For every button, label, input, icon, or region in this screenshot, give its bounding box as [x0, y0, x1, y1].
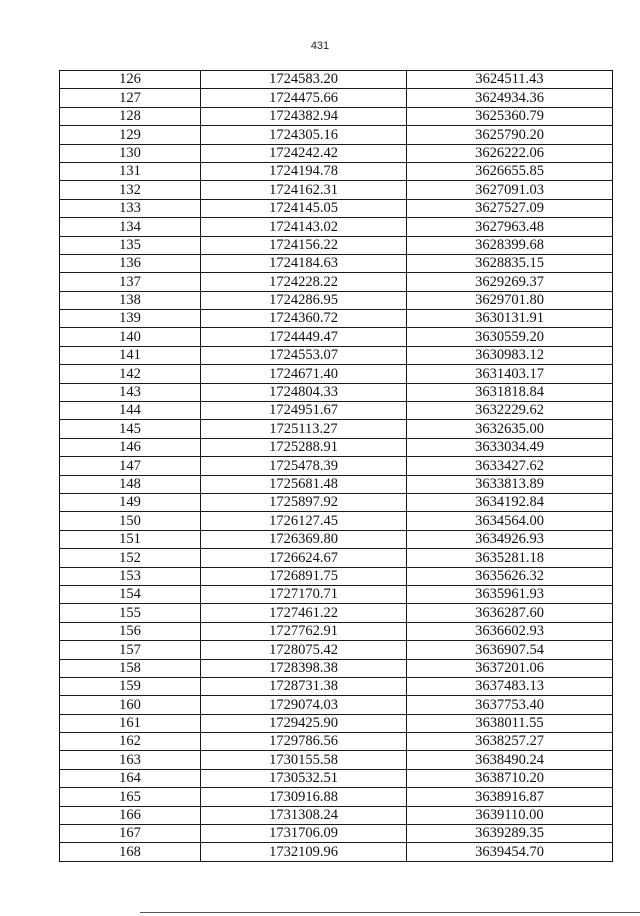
- table-row: [60, 402, 613, 420]
- y-coordinate-cell: 3633813.89: [407, 475, 613, 493]
- y-coordinate-cell: 3627091.03: [407, 181, 613, 199]
- x-coordinate-cell: 1724228.22: [201, 273, 407, 291]
- y-coordinate-cell: 3636602.93: [407, 622, 613, 640]
- y-coordinate-cell: 3637483.13: [407, 677, 613, 695]
- y-coordinate-cell: 3633427.62: [407, 457, 613, 475]
- x-coordinate-cell: 1728075.42: [201, 641, 407, 659]
- table-row: [60, 457, 613, 475]
- x-coordinate-cell: 1731308.24: [201, 806, 407, 824]
- point-number-cell: 161: [60, 714, 201, 732]
- x-coordinate-cell: 1726891.75: [201, 567, 407, 585]
- table-row: [60, 549, 613, 567]
- table-row: [60, 641, 613, 659]
- table-row: [60, 383, 613, 401]
- table-row: [60, 236, 613, 254]
- point-number-cell: 135: [60, 236, 201, 254]
- y-coordinate-cell: 3632229.62: [407, 402, 613, 420]
- y-coordinate-cell: 3633034.49: [407, 438, 613, 456]
- x-coordinate-cell: 1725113.27: [201, 420, 407, 438]
- y-coordinate-cell: 3632635.00: [407, 420, 613, 438]
- x-coordinate-cell: 1727461.22: [201, 604, 407, 622]
- point-number-cell: 143: [60, 383, 201, 401]
- point-number-cell: 166: [60, 806, 201, 824]
- x-coordinate-cell: 1732109.96: [201, 843, 407, 861]
- point-number-cell: 139: [60, 310, 201, 328]
- point-number-cell: 149: [60, 493, 201, 511]
- y-coordinate-cell: 3638916.87: [407, 788, 613, 806]
- table-row: [60, 291, 613, 309]
- coordinates-table-body: [60, 71, 613, 862]
- point-number-cell: 136: [60, 254, 201, 272]
- x-coordinate-cell: 1724449.47: [201, 328, 407, 346]
- x-coordinate-cell: 1726127.45: [201, 512, 407, 530]
- y-coordinate-cell: 3629269.37: [407, 273, 613, 291]
- point-number-cell: 159: [60, 677, 201, 695]
- y-coordinate-cell: 3636287.60: [407, 604, 613, 622]
- table-row: [60, 585, 613, 603]
- x-coordinate-cell: 1724382.94: [201, 107, 407, 125]
- point-number-cell: 163: [60, 751, 201, 769]
- point-number-cell: 144: [60, 402, 201, 420]
- x-coordinate-cell: 1724475.66: [201, 89, 407, 107]
- point-number-cell: 127: [60, 89, 201, 107]
- point-number-cell: 146: [60, 438, 201, 456]
- table-row: [60, 843, 613, 861]
- x-coordinate-cell: 1730155.58: [201, 751, 407, 769]
- table-row: [60, 365, 613, 383]
- x-coordinate-cell: 1724671.40: [201, 365, 407, 383]
- table-row: [60, 696, 613, 714]
- table-row: [60, 438, 613, 456]
- y-coordinate-cell: 3625790.20: [407, 126, 613, 144]
- x-coordinate-cell: 1725681.48: [201, 475, 407, 493]
- table-row: [60, 604, 613, 622]
- x-coordinate-cell: 1724194.78: [201, 162, 407, 180]
- y-coordinate-cell: 3639289.35: [407, 825, 613, 843]
- point-number-cell: 140: [60, 328, 201, 346]
- point-number-cell: 158: [60, 659, 201, 677]
- y-coordinate-cell: 3625360.79: [407, 107, 613, 125]
- y-coordinate-cell: 3638490.24: [407, 751, 613, 769]
- x-coordinate-cell: 1724143.02: [201, 218, 407, 236]
- x-coordinate-cell: 1730532.51: [201, 769, 407, 787]
- point-number-cell: 133: [60, 199, 201, 217]
- x-coordinate-cell: 1724184.63: [201, 254, 407, 272]
- y-coordinate-cell: 3639454.70: [407, 843, 613, 861]
- y-coordinate-cell: 3631403.17: [407, 365, 613, 383]
- y-coordinate-cell: 3628835.15: [407, 254, 613, 272]
- x-coordinate-cell: 1730916.88: [201, 788, 407, 806]
- table-row: [60, 677, 613, 695]
- point-number-cell: 141: [60, 346, 201, 364]
- x-coordinate-cell: 1727762.91: [201, 622, 407, 640]
- y-coordinate-cell: 3628399.68: [407, 236, 613, 254]
- x-coordinate-cell: 1728398.38: [201, 659, 407, 677]
- y-coordinate-cell: 3638257.27: [407, 733, 613, 751]
- table-row: [60, 622, 613, 640]
- x-coordinate-cell: 1725897.92: [201, 493, 407, 511]
- point-number-cell: 128: [60, 107, 201, 125]
- x-coordinate-cell: 1726369.80: [201, 530, 407, 548]
- y-coordinate-cell: 3638710.20: [407, 769, 613, 787]
- x-coordinate-cell: 1724162.31: [201, 181, 407, 199]
- point-number-cell: 126: [60, 71, 201, 89]
- x-coordinate-cell: 1728731.38: [201, 677, 407, 695]
- point-number-cell: 130: [60, 144, 201, 162]
- page-bottom-edge: [140, 912, 640, 913]
- table-row: [60, 420, 613, 438]
- y-coordinate-cell: 3635961.93: [407, 585, 613, 603]
- x-coordinate-cell: 1724804.33: [201, 383, 407, 401]
- x-coordinate-cell: 1731706.09: [201, 825, 407, 843]
- point-number-cell: 142: [60, 365, 201, 383]
- y-coordinate-cell: 3637201.06: [407, 659, 613, 677]
- table-row: [60, 328, 613, 346]
- y-coordinate-cell: 3626222.06: [407, 144, 613, 162]
- table-row: [60, 512, 613, 530]
- table-row: [60, 825, 613, 843]
- point-number-cell: 167: [60, 825, 201, 843]
- point-number-cell: 134: [60, 218, 201, 236]
- x-coordinate-cell: 1724156.22: [201, 236, 407, 254]
- table-row: [60, 475, 613, 493]
- point-number-cell: 160: [60, 696, 201, 714]
- y-coordinate-cell: 3637753.40: [407, 696, 613, 714]
- table-row: [60, 254, 613, 272]
- table-row: [60, 659, 613, 677]
- point-number-cell: 148: [60, 475, 201, 493]
- y-coordinate-cell: 3636907.54: [407, 641, 613, 659]
- y-coordinate-cell: 3626655.85: [407, 162, 613, 180]
- point-number-cell: 129: [60, 126, 201, 144]
- table-row: [60, 71, 613, 89]
- y-coordinate-cell: 3629701.80: [407, 291, 613, 309]
- coordinates-table: [59, 70, 613, 862]
- table-row: [60, 218, 613, 236]
- x-coordinate-cell: 1724553.07: [201, 346, 407, 364]
- y-coordinate-cell: 3634564.00: [407, 512, 613, 530]
- y-coordinate-cell: 3630131.91: [407, 310, 613, 328]
- x-coordinate-cell: 1727170.71: [201, 585, 407, 603]
- x-coordinate-cell: 1729786.56: [201, 733, 407, 751]
- table-row: [60, 346, 613, 364]
- table-row: [60, 788, 613, 806]
- table-row: [60, 107, 613, 125]
- x-coordinate-cell: 1726624.67: [201, 549, 407, 567]
- table-row: [60, 806, 613, 824]
- point-number-cell: 137: [60, 273, 201, 291]
- x-coordinate-cell: 1724360.72: [201, 310, 407, 328]
- point-number-cell: 150: [60, 512, 201, 530]
- page-number: 431: [310, 40, 330, 52]
- y-coordinate-cell: 3635626.32: [407, 567, 613, 585]
- point-number-cell: 162: [60, 733, 201, 751]
- y-coordinate-cell: 3627963.48: [407, 218, 613, 236]
- point-number-cell: 165: [60, 788, 201, 806]
- point-number-cell: 151: [60, 530, 201, 548]
- table-row: [60, 273, 613, 291]
- table-row: [60, 493, 613, 511]
- table-row: [60, 310, 613, 328]
- x-coordinate-cell: 1725478.39: [201, 457, 407, 475]
- table-row: [60, 714, 613, 732]
- point-number-cell: 154: [60, 585, 201, 603]
- table-row: [60, 769, 613, 787]
- y-coordinate-cell: 3635281.18: [407, 549, 613, 567]
- point-number-cell: 132: [60, 181, 201, 199]
- point-number-cell: 156: [60, 622, 201, 640]
- x-coordinate-cell: 1724242.42: [201, 144, 407, 162]
- point-number-cell: 155: [60, 604, 201, 622]
- x-coordinate-cell: 1724145.05: [201, 199, 407, 217]
- point-number-cell: 145: [60, 420, 201, 438]
- y-coordinate-cell: 3631818.84: [407, 383, 613, 401]
- y-coordinate-cell: 3624511.43: [407, 71, 613, 89]
- x-coordinate-cell: 1724951.67: [201, 402, 407, 420]
- y-coordinate-cell: 3634926.93: [407, 530, 613, 548]
- x-coordinate-cell: 1729425.90: [201, 714, 407, 732]
- x-coordinate-cell: 1724305.16: [201, 126, 407, 144]
- point-number-cell: 168: [60, 843, 201, 861]
- table-row: [60, 162, 613, 180]
- point-number-cell: 164: [60, 769, 201, 787]
- x-coordinate-cell: 1729074.03: [201, 696, 407, 714]
- table-row: [60, 733, 613, 751]
- y-coordinate-cell: 3639110.00: [407, 806, 613, 824]
- y-coordinate-cell: 3630983.12: [407, 346, 613, 364]
- point-number-cell: 147: [60, 457, 201, 475]
- table-row: [60, 181, 613, 199]
- y-coordinate-cell: 3634192.84: [407, 493, 613, 511]
- point-number-cell: 138: [60, 291, 201, 309]
- point-number-cell: 153: [60, 567, 201, 585]
- table-row: [60, 199, 613, 217]
- table-row: [60, 126, 613, 144]
- y-coordinate-cell: 3630559.20: [407, 328, 613, 346]
- point-number-cell: 131: [60, 162, 201, 180]
- y-coordinate-cell: 3624934.36: [407, 89, 613, 107]
- y-coordinate-cell: 3638011.55: [407, 714, 613, 732]
- point-number-cell: 157: [60, 641, 201, 659]
- x-coordinate-cell: 1724286.95: [201, 291, 407, 309]
- x-coordinate-cell: 1725288.91: [201, 438, 407, 456]
- table-row: [60, 530, 613, 548]
- table-row: [60, 567, 613, 585]
- point-number-cell: 152: [60, 549, 201, 567]
- table-row: [60, 89, 613, 107]
- table-row: [60, 144, 613, 162]
- y-coordinate-cell: 3627527.09: [407, 199, 613, 217]
- x-coordinate-cell: 1724583.20: [201, 71, 407, 89]
- table-row: [60, 751, 613, 769]
